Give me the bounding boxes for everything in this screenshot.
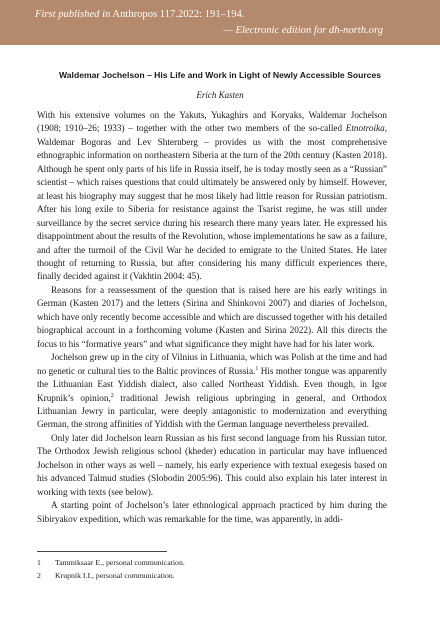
paragraph-5: A starting point of Jochelson’s later ethnological approach practiced by him during the Sibiryakov expedition, which was remarkable for the time, was apparently, in addi- <box>37 500 387 524</box>
journal-citation: Anthropos 117.2022: 191–194. <box>112 9 245 20</box>
footnote-number: 2 <box>37 571 41 580</box>
paragraph-2: Reasons for a reassessment of the question that is raised here are his early writings in German (Kasten 2017) and the letters (Sirina and Shinkovoi 2007) and diaries of Jochelson, which have only recently become accessible and which are discussed together with his detailed biographical account in a forthcoming volume (Kasten and Sirina 2022). All this directs the focus to his “formative years” and what significance they might have had for his later work. <box>37 284 387 349</box>
footnote-1 <box>37 556 387 569</box>
page-header-band <box>0 0 440 45</box>
published-in-label: First published in <box>35 9 111 20</box>
edition-note: — Electronic edition for dh-north.org <box>223 25 383 36</box>
paragraph-1 <box>37 109 387 284</box>
footnote-ref-2[interactable]: 2 <box>110 392 114 399</box>
publication-note <box>35 9 244 20</box>
footnote-2 <box>37 569 387 582</box>
footnote-divider <box>37 551 167 552</box>
article-body <box>37 109 387 526</box>
footnote-number: 1 <box>37 558 41 567</box>
paragraph-3-part-b: His mother tongue was apparently the Lithuanian East Yiddish dialect, also called Northeast Yiddish. Even though, in Igor Krupnik’s opinion, <box>37 365 388 403</box>
article-author: Erich Kasten <box>196 90 244 100</box>
paragraph-3-part-a: Jochelson grew up in the city of Vilnius in Lithuania, which was Polish at the time and had no genetic or cultural ties to the Baltic provinces of Russia. <box>37 352 387 376</box>
paragraph-1-start: With his extensive volumes on the Yakuts, Yukaghirs and Koryaks, Waldemar Jochelson (1908; 1910–26; 1933) – together with the other two members of the so-called <box>37 110 387 134</box>
etnotroika-term: Etnotroika <box>345 123 385 134</box>
footnote-text: Tammiksaar E., personal communication. <box>55 558 185 567</box>
footnotes <box>37 556 387 582</box>
footnote-ref-1[interactable]: 1 <box>255 365 259 372</box>
paragraph-3 <box>37 351 387 432</box>
paragraph-4: Only later did Jochelson learn Russian as his first second language from his Russian tutor. The Orthodox Jewish religious school (kheder) education in particular may have influenced Jochelson in other ways as well – namely, his early experience with textual exegesis based on his advanced Talmud studies (Slobodin 2005:96). This could also explain his later interest in working with texts (see below). <box>37 432 387 497</box>
footnote-text: Krupnik I.I., personal communication. <box>55 571 175 580</box>
article-title: Waldemar Jochelson – His Life and Work in Light of Newly Accessible Sources <box>58 70 382 80</box>
paragraph-3-part-c: traditional Jewish religious upbringing in general, and Orthodox Lithuanian Jewry in particular, were deeply antagonistic to modernization and everything German, the strong affinities of Yiddish with the German language nevertheless prevailed. <box>37 392 388 430</box>
paragraph-1-rest: , Waldemar Bogoras and Lev Shternberg – provides us with the most comprehensive ethnographic information on northeastern Siberia at the turn of the 20th century (Kasten 2018). Although he spent only parts of his life in Russia itself, he is today mostly seen as a “Russian” scientist – which raises questions that could ultimately be answered only by himself. However, at least his biography may suggest that he most likely had little reason for Russian patriotism. After his long exile to Siberia for resistance against the Tsarist regime, he was still under surveillance by the secret service during his research there many years later. He expressed his disappointment about the results of the Revolution, whose implementations he saw as a failure, and after the turmoil of the Civil War he decided to emigrate to the United States. He later thought of returning to Russia, but after considering his many difficult experiences there, finally decided against it (Vakhtin 2004: 45). <box>37 123 387 282</box>
